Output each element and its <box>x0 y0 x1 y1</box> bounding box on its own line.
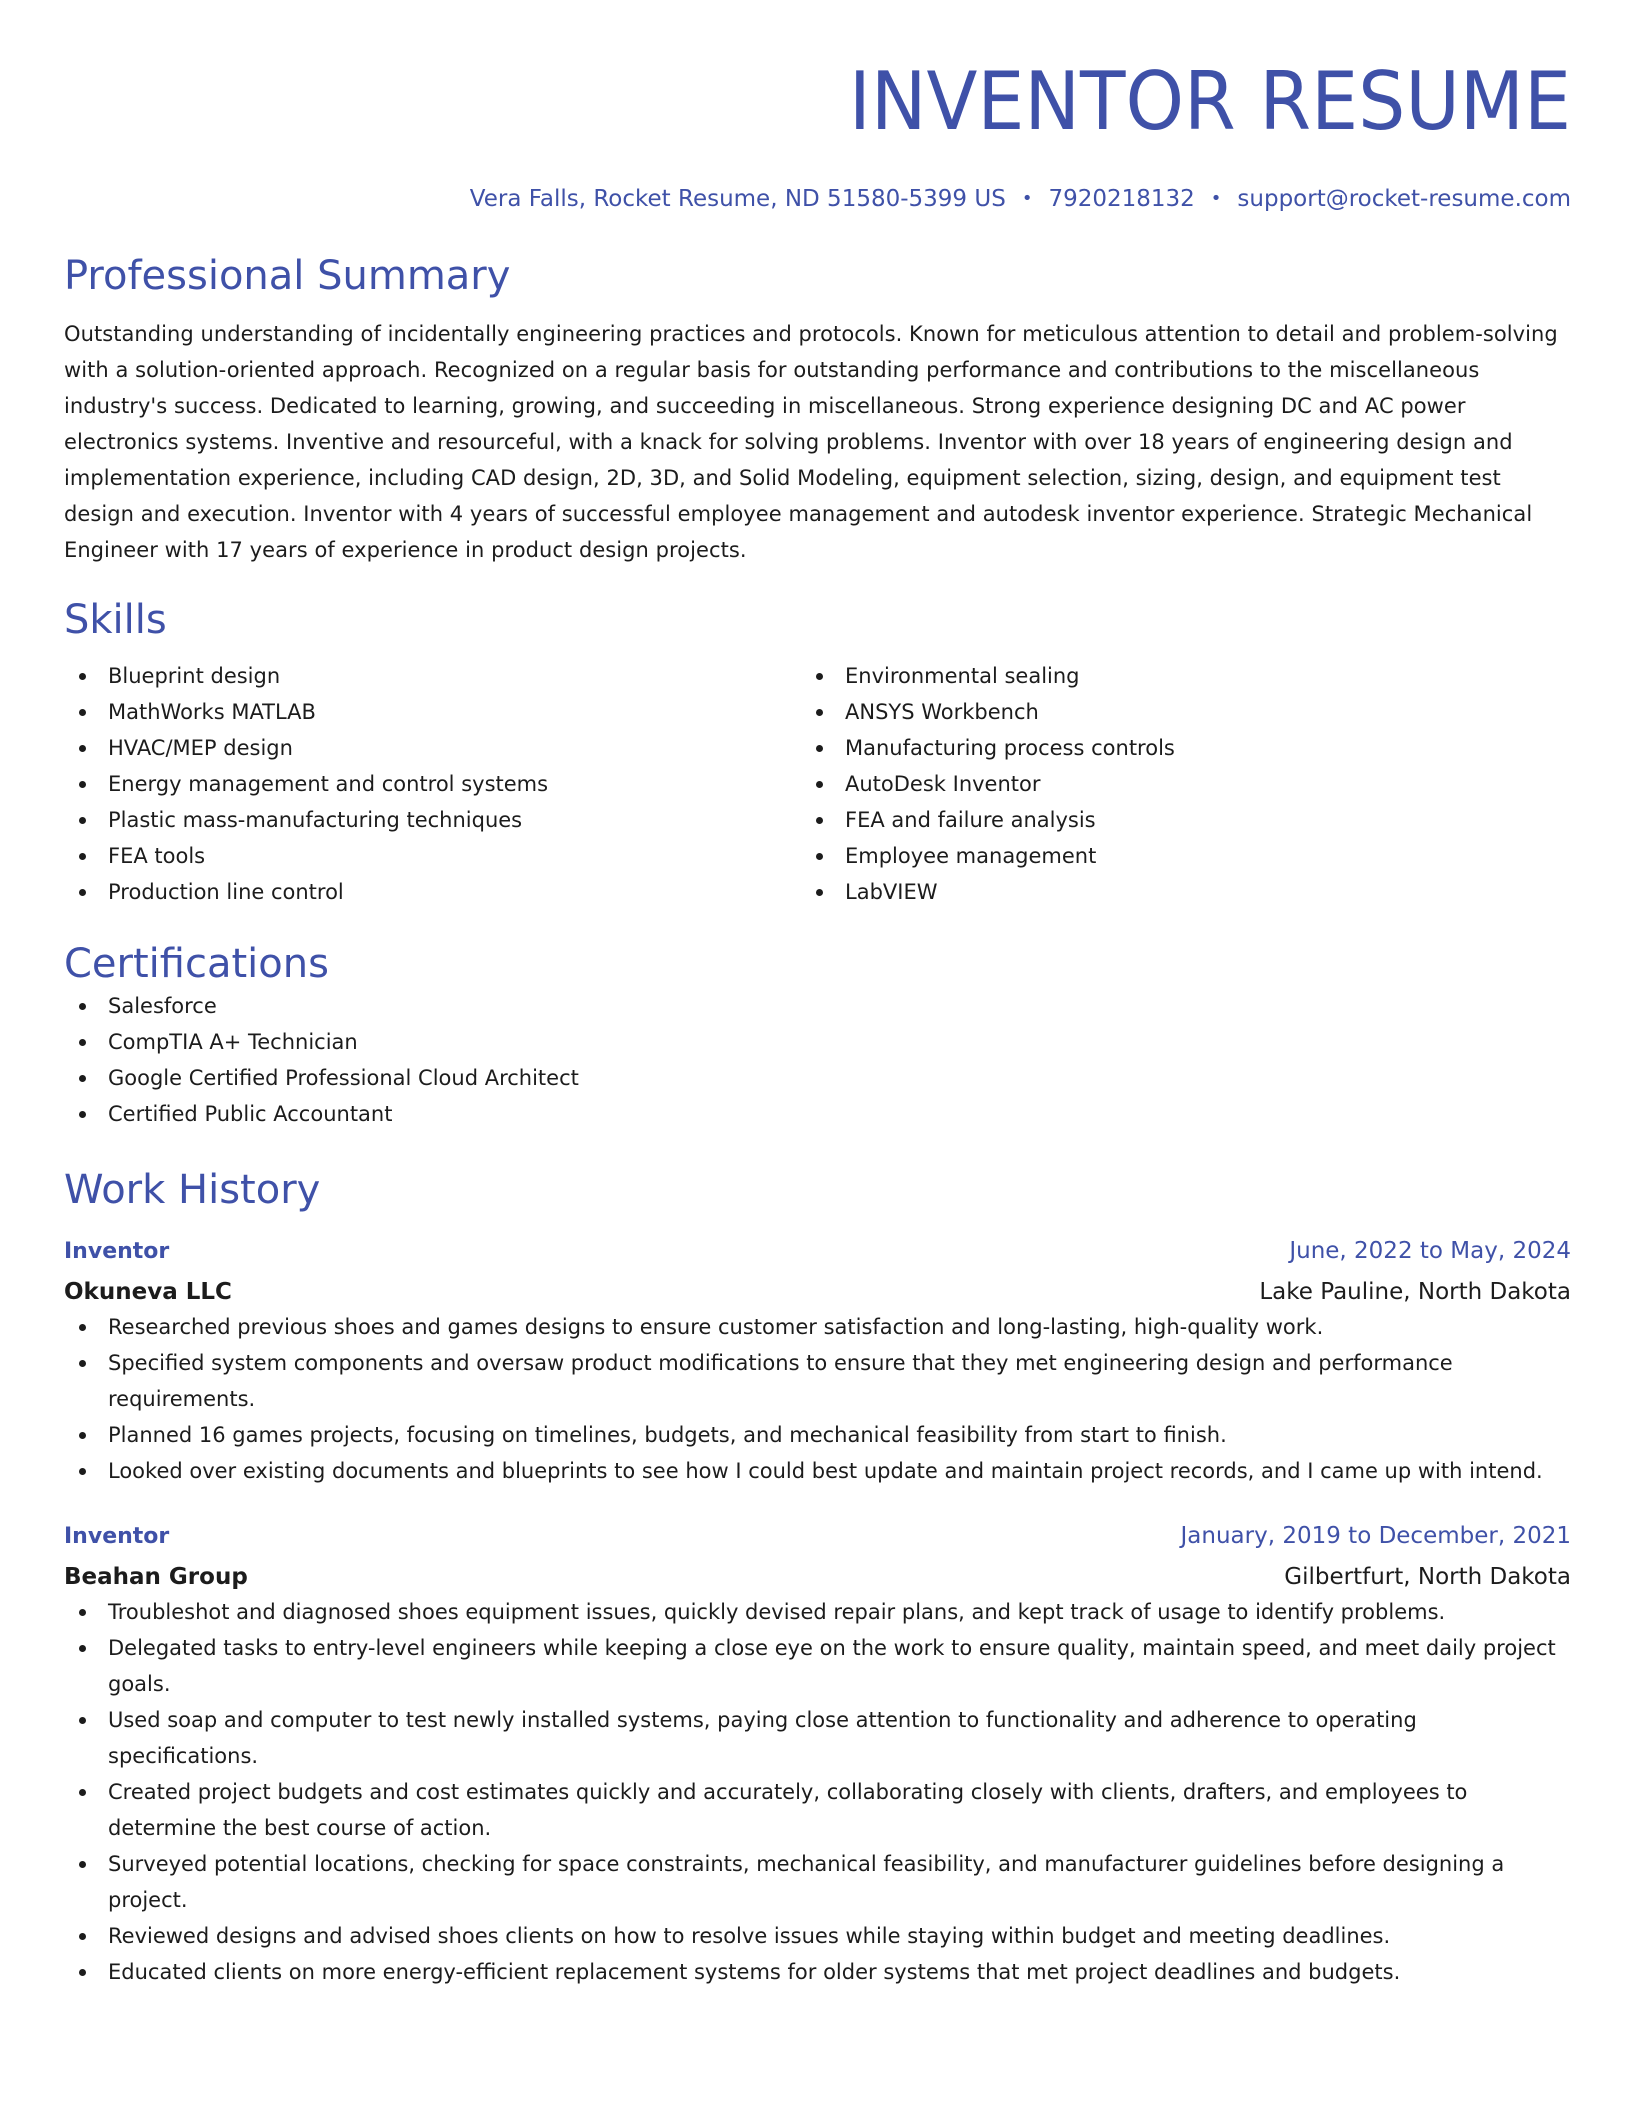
skill-item: Energy management and control systems <box>64 766 801 802</box>
work-history-heading: Work History <box>64 1167 321 1213</box>
job-dates: January, 2019 to December, 2021 <box>1180 1523 1571 1549</box>
job-company: Okuneva LLC <box>64 1279 232 1305</box>
skill-item: Environmental sealing <box>801 658 1571 694</box>
skill-item: AutoDesk Inventor <box>801 766 1571 802</box>
resume-header <box>64 52 1571 214</box>
job-location: Gilbertfurt, North Dakota <box>1284 1564 1571 1590</box>
job-bullet: Reviewed designs and advised shoes clients on how to resolve issues while staying within budget and meeting deadlines. <box>64 1918 1571 1954</box>
work-history-section <box>64 1166 1571 1990</box>
contact-separator: • <box>1210 188 1222 209</box>
job-bullets <box>64 1594 1571 1990</box>
job-entry <box>64 1519 1571 1990</box>
skills-list-left <box>64 658 801 910</box>
job-title-row <box>64 1234 1571 1269</box>
job-bullet: Created project budgets and cost estimates quickly and accurately, collaborating closely with clients, drafters, and employees to determine the best course of action. <box>64 1774 1571 1846</box>
skills-grid <box>64 658 1571 910</box>
skill-item: Employee management <box>801 838 1571 874</box>
job-bullet: Researched previous shoes and games designs to ensure customer satisfaction and long-lasting, high-quality work. <box>64 1309 1571 1345</box>
job-bullet: Surveyed potential locations, checking for space constraints, mechanical feasibility, and manufacturer guidelines before designing a project. <box>64 1846 1571 1918</box>
resume-title: INVENTOR RESUME <box>848 55 1571 148</box>
job-bullet: Troubleshot and diagnosed shoes equipment issues, quickly devised repair plans, and kept track of usage to identify problems. <box>64 1594 1571 1630</box>
skill-item: Production line control <box>64 874 801 910</box>
job-company-row <box>64 1275 1571 1309</box>
certification-item: Salesforce <box>64 988 1571 1024</box>
contact-separator: • <box>1021 188 1033 209</box>
job-bullet: Educated clients on more energy-efficient replacement systems for older systems that met project deadlines and budgets. <box>64 1954 1571 1990</box>
certification-item: CompTIA A+ Technician <box>64 1024 1571 1060</box>
summary-text: Outstanding understanding of incidentally engineering practices and protocols. Known for meticulous attention to detail and problem-solving with a solution-oriented approach. Recognized on a regular basis for outstanding performance and contributions to the miscellaneous industry's success. Dedicated to learning, growing, and succeeding in miscellaneous. Strong experience designing DC and AC power electronics systems. Inventive and resourceful, with a knack for solving problems. Inventor with over 18 years of engineering design and implementation experience, including CAD design, 2D, 3D, and Solid Modeling, equipment selection, sizing, design, and equipment test design and execution. Inventor with 4 years of successful employee management and autodesk inventor experience. Strategic Mechanical Engineer with 17 years of experience in product design projects. <box>64 322 1558 562</box>
skill-item: FEA tools <box>64 838 801 874</box>
contact-phone: 7920218132 <box>1048 186 1195 212</box>
skills-list-right <box>801 658 1571 910</box>
summary-section <box>64 252 1571 568</box>
skill-item: HVAC/MEP design <box>64 730 801 766</box>
certification-item: Certified Public Accountant <box>64 1096 1571 1132</box>
certifications-heading: Certifications <box>64 941 329 987</box>
job-bullet: Used soap and computer to test newly installed systems, paying close attention to functionality and adherence to operating specifications. <box>64 1702 1571 1774</box>
contact-email: support@rocket-resume.com <box>1237 186 1571 212</box>
skill-item: LabVIEW <box>801 874 1571 910</box>
job-title: Inventor <box>64 1239 170 1264</box>
contact-line <box>64 184 1571 214</box>
skills-column-right <box>801 658 1571 910</box>
certifications-section <box>64 940 1571 1132</box>
job-title: Inventor <box>64 1524 170 1549</box>
certifications-list <box>64 988 1571 1132</box>
skill-item: ANSYS Workbench <box>801 694 1571 730</box>
certification-item: Google Certified Professional Cloud Architect <box>64 1060 1571 1096</box>
contact-address: Vera Falls, Rocket Resume, ND 51580-5399 US <box>469 186 1006 212</box>
skills-column-left <box>64 658 801 910</box>
job-entry <box>64 1234 1571 1489</box>
job-location: Lake Pauline, North Dakota <box>1259 1279 1571 1305</box>
job-bullet: Specified system components and oversaw product modifications to ensure that they met engineering design and performance requirements. <box>64 1345 1571 1417</box>
skill-item: Manufacturing process controls <box>801 730 1571 766</box>
skill-item: MathWorks MATLAB <box>64 694 801 730</box>
skills-heading: Skills <box>64 597 167 643</box>
summary-heading: Professional Summary <box>64 253 511 299</box>
skill-item: FEA and failure analysis <box>801 802 1571 838</box>
job-bullets <box>64 1309 1571 1489</box>
job-company-row <box>64 1560 1571 1594</box>
job-bullet: Looked over existing documents and blueprints to see how I could best update and maintain project records, and I came up with intend. <box>64 1453 1571 1489</box>
job-bullet: Delegated tasks to entry-level engineers while keeping a close eye on the work to ensure quality, maintain speed, and meet daily project goals. <box>64 1630 1571 1702</box>
job-company: Beahan Group <box>64 1564 248 1590</box>
skills-section <box>64 596 1571 910</box>
job-bullet: Planned 16 games projects, focusing on timelines, budgets, and mechanical feasibility from start to finish. <box>64 1417 1571 1453</box>
skill-item: Plastic mass-manufacturing techniques <box>64 802 801 838</box>
skill-item: Blueprint design <box>64 658 801 694</box>
job-title-row <box>64 1519 1571 1554</box>
job-dates: June, 2022 to May, 2024 <box>1289 1238 1571 1264</box>
